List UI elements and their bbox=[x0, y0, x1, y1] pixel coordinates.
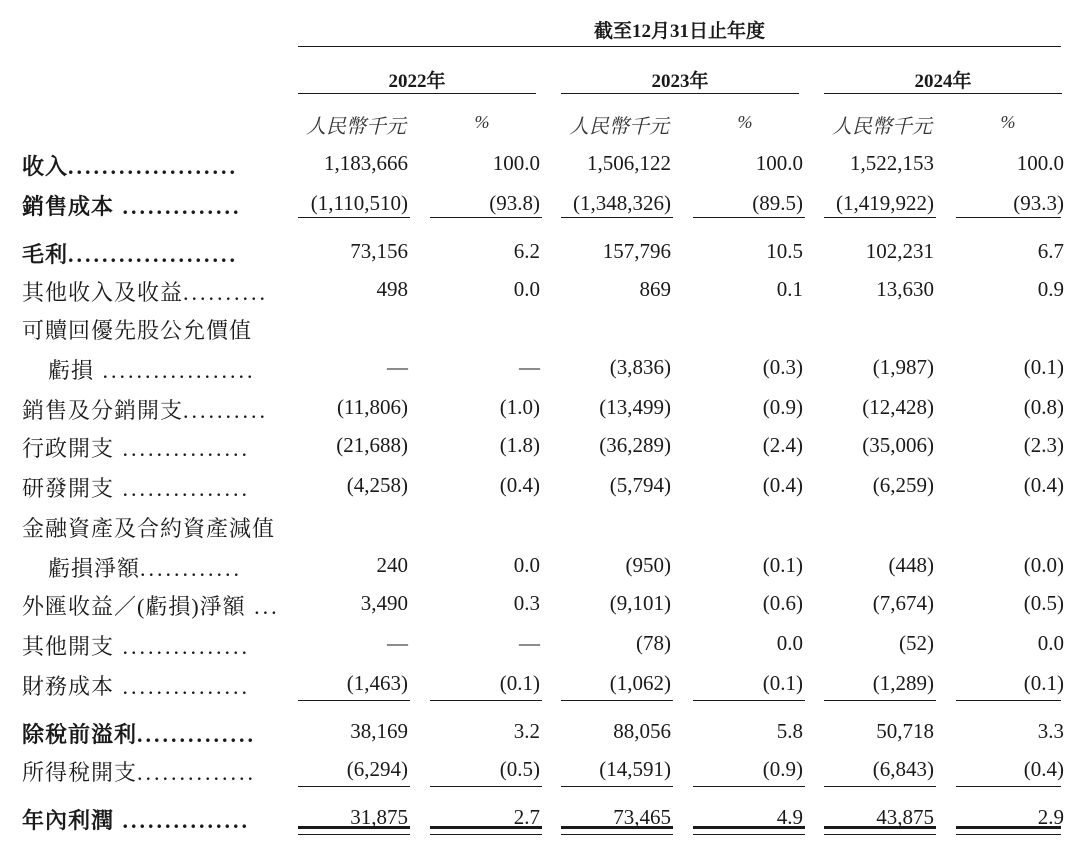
amount-cell: (35,006) bbox=[862, 433, 934, 457]
leader-dots: ............... bbox=[114, 674, 251, 699]
row-label-text: 金融資產及合約資產減值 bbox=[22, 516, 276, 541]
percent-cell: 100.0 bbox=[492, 151, 540, 175]
amount-cell: (5,794) bbox=[609, 473, 671, 497]
total-double-rule bbox=[693, 834, 805, 835]
row-label-text: 銷售成本 bbox=[22, 194, 115, 219]
percent-unit-label: % bbox=[1000, 112, 1016, 132]
row-label bbox=[22, 670, 250, 701]
percent-cell: (0.1) bbox=[1023, 671, 1064, 695]
amount-cell: 240 bbox=[376, 553, 408, 577]
subtotal-rule bbox=[956, 700, 1061, 701]
row-label-text: 虧損淨額 bbox=[48, 556, 141, 581]
subtotal-rule bbox=[561, 700, 673, 701]
subtotal-rule bbox=[824, 700, 936, 701]
leader-dots: ............... bbox=[114, 476, 251, 501]
year-underline bbox=[561, 93, 799, 94]
subtotal-rule bbox=[430, 700, 542, 701]
percent-unit-label: % bbox=[474, 112, 490, 132]
leader-dots: ............... bbox=[114, 634, 251, 659]
percent-cell: (1.0) bbox=[499, 395, 540, 419]
row-label-text: 其他收入及收益 bbox=[22, 280, 184, 305]
row-label bbox=[22, 190, 242, 221]
percent-cell: 0.3 bbox=[513, 591, 540, 615]
subtotal-rule bbox=[561, 786, 673, 787]
amount-cell: 1,522,153 bbox=[850, 151, 934, 175]
subtotal-rule bbox=[824, 217, 936, 218]
amount-cell: — bbox=[387, 631, 408, 655]
year-header-2022: 2022年 bbox=[388, 71, 446, 92]
leader-dots: .......... bbox=[183, 398, 269, 423]
amount-cell: 38,169 bbox=[350, 719, 408, 743]
percent-cell: 0.9 bbox=[1037, 277, 1064, 301]
percent-cell: 0.0 bbox=[1037, 631, 1064, 655]
amount-cell: (6,843) bbox=[872, 757, 934, 781]
subtotal-rule bbox=[430, 217, 542, 218]
percent-cell: (0.1) bbox=[762, 553, 803, 577]
row-label bbox=[22, 432, 250, 463]
percent-cell: 2.7 bbox=[513, 805, 540, 829]
total-double-rule bbox=[824, 834, 936, 835]
row-label bbox=[22, 276, 268, 307]
period-underline bbox=[298, 46, 1061, 47]
amount-cell: (4,258) bbox=[346, 473, 408, 497]
amount-cell: 869 bbox=[639, 277, 671, 301]
amount-unit-label: 人民幣千元 bbox=[569, 116, 669, 138]
percent-cell: (0.1) bbox=[762, 671, 803, 695]
amount-cell: (78) bbox=[636, 631, 671, 655]
percent-cell: (1.8) bbox=[499, 433, 540, 457]
subtotal-rule bbox=[298, 786, 410, 787]
amount-cell: 88,056 bbox=[613, 719, 671, 743]
amount-cell: (11,806) bbox=[337, 395, 408, 419]
row-label bbox=[22, 804, 250, 835]
total-double-rule bbox=[298, 826, 410, 832]
amount-cell: 102,231 bbox=[865, 239, 934, 263]
amount-unit-label: 人民幣千元 bbox=[306, 116, 406, 138]
row-label-text: 可贖回優先股公允價值 bbox=[22, 318, 253, 343]
percent-cell: 0.0 bbox=[776, 631, 803, 655]
row-label-text: 除稅前溢利 bbox=[22, 722, 138, 747]
percent-cell: 10.5 bbox=[766, 239, 803, 263]
percent-cell: (0.1) bbox=[1023, 355, 1064, 379]
period-title: 截至12月31日止年度 bbox=[593, 21, 765, 42]
amount-cell: (1,348,326) bbox=[573, 191, 671, 215]
row-label bbox=[22, 314, 252, 345]
percent-cell: (0.5) bbox=[1023, 591, 1064, 615]
amount-cell: (1,110,510) bbox=[310, 191, 408, 215]
percent-cell: (93.3) bbox=[1013, 191, 1064, 215]
amount-cell: (1,062) bbox=[609, 671, 671, 695]
row-label bbox=[22, 512, 275, 543]
leader-dots: .............. bbox=[114, 194, 242, 219]
row-label bbox=[22, 630, 250, 661]
amount-cell: (1,419,922) bbox=[836, 191, 934, 215]
row-label bbox=[22, 394, 268, 425]
percent-cell: 0.0 bbox=[513, 553, 540, 577]
row-label-text: 收入 bbox=[22, 154, 69, 179]
percent-cell: 3.2 bbox=[513, 719, 540, 743]
total-double-rule bbox=[693, 826, 805, 832]
row-label bbox=[22, 590, 280, 621]
leader-dots: ............... bbox=[114, 808, 251, 833]
total-double-rule bbox=[298, 834, 410, 835]
total-double-rule bbox=[824, 826, 936, 832]
row-label bbox=[22, 150, 238, 181]
row-label-text: 銷售及分銷開支 bbox=[22, 398, 184, 423]
total-double-rule bbox=[430, 826, 542, 832]
subtotal-rule bbox=[561, 217, 673, 218]
percent-cell: (0.5) bbox=[499, 757, 540, 781]
total-double-rule bbox=[561, 834, 673, 835]
percent-cell: (0.6) bbox=[762, 591, 803, 615]
amount-cell: (1,289) bbox=[872, 671, 934, 695]
amount-cell: (3,836) bbox=[609, 355, 671, 379]
amount-cell: (9,101) bbox=[609, 591, 671, 615]
leader-dots: .................... bbox=[68, 154, 239, 179]
amount-cell: 498 bbox=[376, 277, 408, 301]
row-label bbox=[22, 472, 250, 503]
amount-cell: 3,490 bbox=[360, 591, 408, 615]
amount-cell: 31,875 bbox=[350, 805, 408, 829]
percent-cell: (0.4) bbox=[499, 473, 540, 497]
row-label bbox=[22, 238, 238, 269]
row-label bbox=[48, 354, 256, 385]
amount-cell: — bbox=[387, 355, 408, 379]
year-header-2023: 2023年 bbox=[651, 71, 709, 92]
row-label-text: 研發開支 bbox=[22, 476, 115, 501]
year-underline bbox=[824, 93, 1062, 94]
percent-cell: 0.1 bbox=[776, 277, 803, 301]
subtotal-rule bbox=[693, 700, 805, 701]
percent-cell: (0.9) bbox=[762, 395, 803, 419]
total-double-rule bbox=[956, 834, 1061, 835]
percent-cell: (89.5) bbox=[752, 191, 803, 215]
row-label bbox=[22, 718, 256, 749]
percent-cell: (0.4) bbox=[1023, 473, 1064, 497]
year-header-2024: 2024年 bbox=[914, 71, 972, 92]
subtotal-rule bbox=[693, 217, 805, 218]
subtotal-rule bbox=[693, 786, 805, 787]
year-underline bbox=[298, 93, 536, 94]
percent-cell: (0.4) bbox=[762, 473, 803, 497]
leader-dots: .......... bbox=[183, 280, 269, 305]
percent-cell: (0.1) bbox=[499, 671, 540, 695]
leader-dots: .................... bbox=[68, 242, 239, 267]
row-label-text: 虧損 bbox=[48, 358, 95, 383]
amount-cell: 50,718 bbox=[876, 719, 934, 743]
amount-cell: 73,465 bbox=[613, 805, 671, 829]
percent-cell: — bbox=[519, 355, 540, 379]
percent-cell: (0.0) bbox=[1023, 553, 1064, 577]
total-double-rule bbox=[561, 826, 673, 832]
amount-cell: (12,428) bbox=[862, 395, 934, 419]
amount-cell: (7,674) bbox=[872, 591, 934, 615]
subtotal-rule bbox=[430, 786, 542, 787]
percent-cell: 6.7 bbox=[1037, 239, 1064, 263]
amount-cell: 1,506,122 bbox=[587, 151, 671, 175]
amount-cell: 157,796 bbox=[602, 239, 671, 263]
percent-cell: 100.0 bbox=[755, 151, 803, 175]
percent-cell: (2.4) bbox=[762, 433, 803, 457]
subtotal-rule bbox=[956, 786, 1061, 787]
percent-cell: 100.0 bbox=[1016, 151, 1064, 175]
percent-cell: 3.3 bbox=[1037, 719, 1064, 743]
amount-cell: 73,156 bbox=[350, 239, 408, 263]
amount-cell: (6,294) bbox=[346, 757, 408, 781]
percent-cell: (0.9) bbox=[762, 757, 803, 781]
row-label-text: 財務成本 bbox=[22, 674, 115, 699]
total-double-rule bbox=[956, 826, 1061, 832]
row-label-text: 外匯收益／(虧損)淨額 bbox=[22, 594, 246, 619]
amount-cell: 13,630 bbox=[876, 277, 934, 301]
leader-dots: .............. bbox=[137, 722, 257, 747]
subtotal-rule bbox=[824, 786, 936, 787]
percent-cell: (93.8) bbox=[489, 191, 540, 215]
amount-cell: 1,183,666 bbox=[324, 151, 408, 175]
percent-cell: (0.8) bbox=[1023, 395, 1064, 419]
percent-cell: 5.8 bbox=[776, 719, 803, 743]
percent-cell: (2.3) bbox=[1023, 433, 1064, 457]
amount-cell: (13,499) bbox=[599, 395, 671, 419]
total-double-rule bbox=[430, 834, 542, 835]
percent-cell: (0.3) bbox=[762, 355, 803, 379]
percent-cell: 4.9 bbox=[776, 805, 803, 829]
percent-cell: 6.2 bbox=[513, 239, 540, 263]
percent-unit-label: % bbox=[737, 112, 753, 132]
percent-cell: (0.4) bbox=[1023, 757, 1064, 781]
amount-cell: (6,259) bbox=[872, 473, 934, 497]
row-label-text: 其他開支 bbox=[22, 634, 115, 659]
leader-dots: ............ bbox=[140, 556, 243, 581]
percent-cell: 2.9 bbox=[1037, 805, 1064, 829]
amount-unit-label: 人民幣千元 bbox=[832, 116, 932, 138]
amount-cell: (1,987) bbox=[872, 355, 934, 379]
amount-cell: (14,591) bbox=[599, 757, 671, 781]
amount-cell: (52) bbox=[899, 631, 934, 655]
row-label-text: 所得稅開支 bbox=[22, 760, 138, 785]
amount-cell: 43,875 bbox=[876, 805, 934, 829]
leader-dots: .............. bbox=[137, 760, 257, 785]
subtotal-rule bbox=[298, 217, 410, 218]
leader-dots: ... bbox=[245, 594, 280, 619]
subtotal-rule bbox=[298, 700, 410, 701]
amount-cell: (1,463) bbox=[346, 671, 408, 695]
amount-cell: (36,289) bbox=[599, 433, 671, 457]
subtotal-rule bbox=[956, 217, 1061, 218]
row-label-text: 行政開支 bbox=[22, 436, 115, 461]
row-label bbox=[22, 756, 256, 787]
percent-cell: 0.0 bbox=[513, 277, 540, 301]
leader-dots: ............... bbox=[114, 436, 251, 461]
row-label-text: 年內利潤 bbox=[22, 808, 115, 833]
row-label bbox=[48, 552, 242, 583]
percent-cell: — bbox=[519, 631, 540, 655]
amount-cell: (21,688) bbox=[336, 433, 408, 457]
amount-cell: (448) bbox=[888, 553, 934, 577]
amount-cell: (950) bbox=[625, 553, 671, 577]
row-label-text: 毛利 bbox=[22, 242, 69, 267]
leader-dots: .................. bbox=[94, 358, 256, 383]
